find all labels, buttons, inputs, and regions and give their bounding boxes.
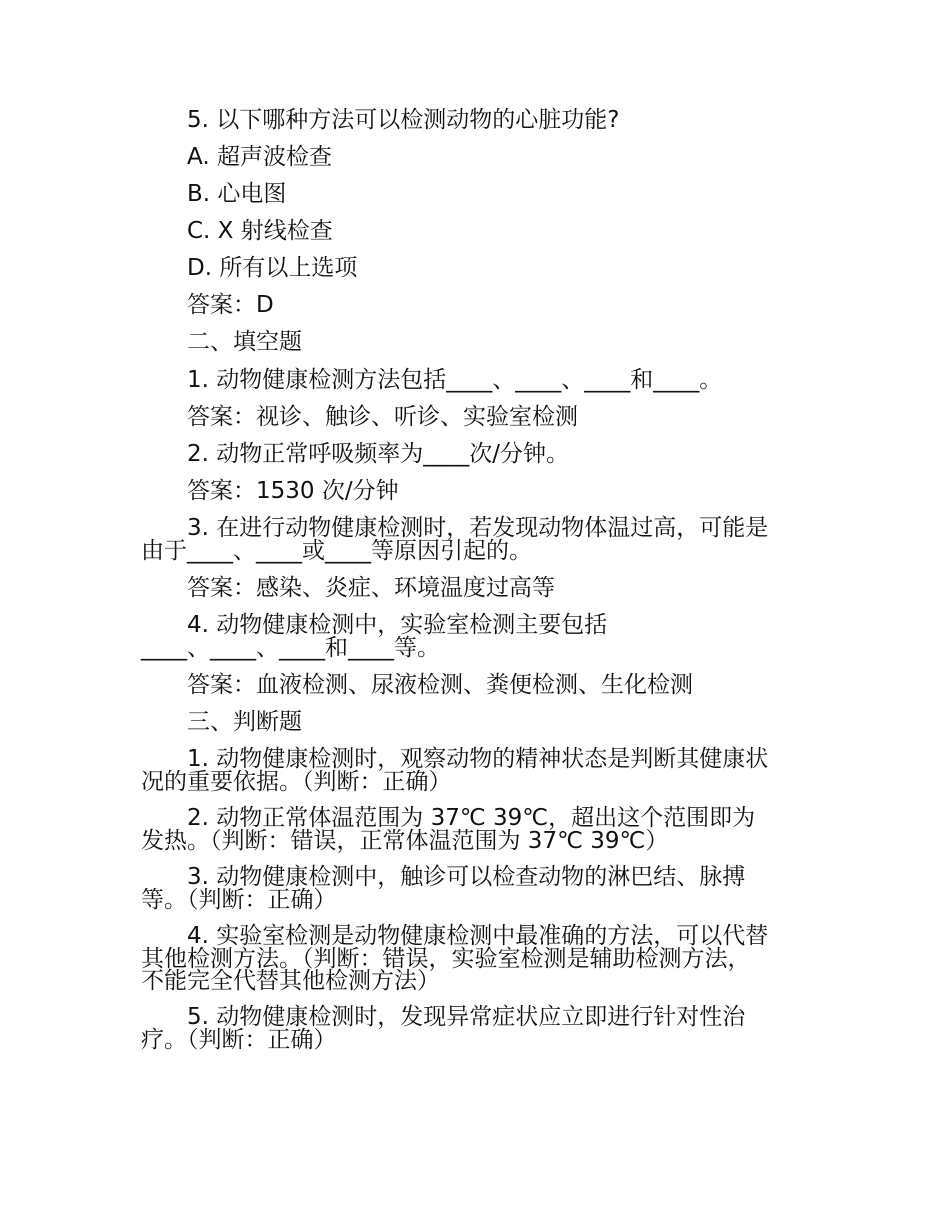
fill-question-2: 2. 动物正常呼吸频率为____次/分钟。	[187, 441, 570, 467]
option-b: B. 心电图	[187, 181, 287, 207]
judge-item-5-line-2: 疗。（判断：正确）	[141, 1027, 337, 1053]
fill-question-3-line-2: 由于____、____或____等原因引起的。	[141, 538, 532, 564]
fill-answer-2: 答案：1530 次/分钟	[187, 478, 399, 504]
judge-item-3-line-1: 3. 动物健康检测中，触诊可以检查动物的淋巴结、脉搏	[187, 864, 746, 890]
fill-answer-3: 答案：感染、炎症、环境温度过高等	[187, 575, 555, 601]
judge-item-5-line-1: 5. 动物健康检测时，发现异常症状应立即进行针对性治	[187, 1004, 746, 1030]
judge-item-2-line-2: 发热。（判断：错误，正常体温范围为 37℃ 39℃）	[141, 828, 669, 854]
fill-answer-4: 答案：血液检测、尿液检测、粪便检测、生化检测	[187, 672, 693, 698]
fill-question-3-line-1: 3. 在进行动物健康检测时，若发现动物体温过高，可能是	[187, 515, 769, 541]
fill-answer-1: 答案：视诊、触诊、听诊、实验室检测	[187, 404, 578, 430]
fill-question-4-line-2: ____、____、____和____等。	[141, 635, 440, 661]
answer-text: 答案：D	[187, 292, 274, 318]
judge-item-4-line-2: 其他检测方法。（判断：错误，实验室检测是辅助检测方法，	[141, 946, 751, 972]
judge-item-1-line-2: 况的重要依据。（判断：正确）	[141, 769, 452, 795]
option-d: D. 所有以上选项	[187, 255, 358, 281]
judge-item-2-line-1: 2. 动物正常体温范围为 37℃ 39℃，超出这个范围即为	[187, 805, 756, 831]
fill-question-1: 1. 动物健康检测方法包括____、____、____和____。	[187, 367, 723, 393]
section-heading: 三、判断题	[187, 709, 302, 735]
judge-item-1-line-1: 1. 动物健康检测时，观察动物的精神状态是判断其健康状	[187, 746, 769, 772]
question-text: 5. 以下哪种方法可以检测动物的心脏功能?	[187, 107, 620, 133]
section-heading: 二、填空题	[187, 329, 302, 355]
option-a: A. 超声波检查	[187, 144, 332, 170]
fill-question-4-line-1: 4. 动物健康检测中，实验室检测主要包括	[187, 612, 608, 638]
judge-item-4-line-1: 4. 实验室检测是动物健康检测中最准确的方法，可以代替	[187, 923, 769, 949]
judge-item-3-line-2: 等。（判断：正确）	[141, 887, 337, 913]
option-c: C. X 射线检查	[187, 218, 333, 244]
judge-item-4-line-3: 不能完全代替其他检测方法）	[141, 968, 440, 994]
